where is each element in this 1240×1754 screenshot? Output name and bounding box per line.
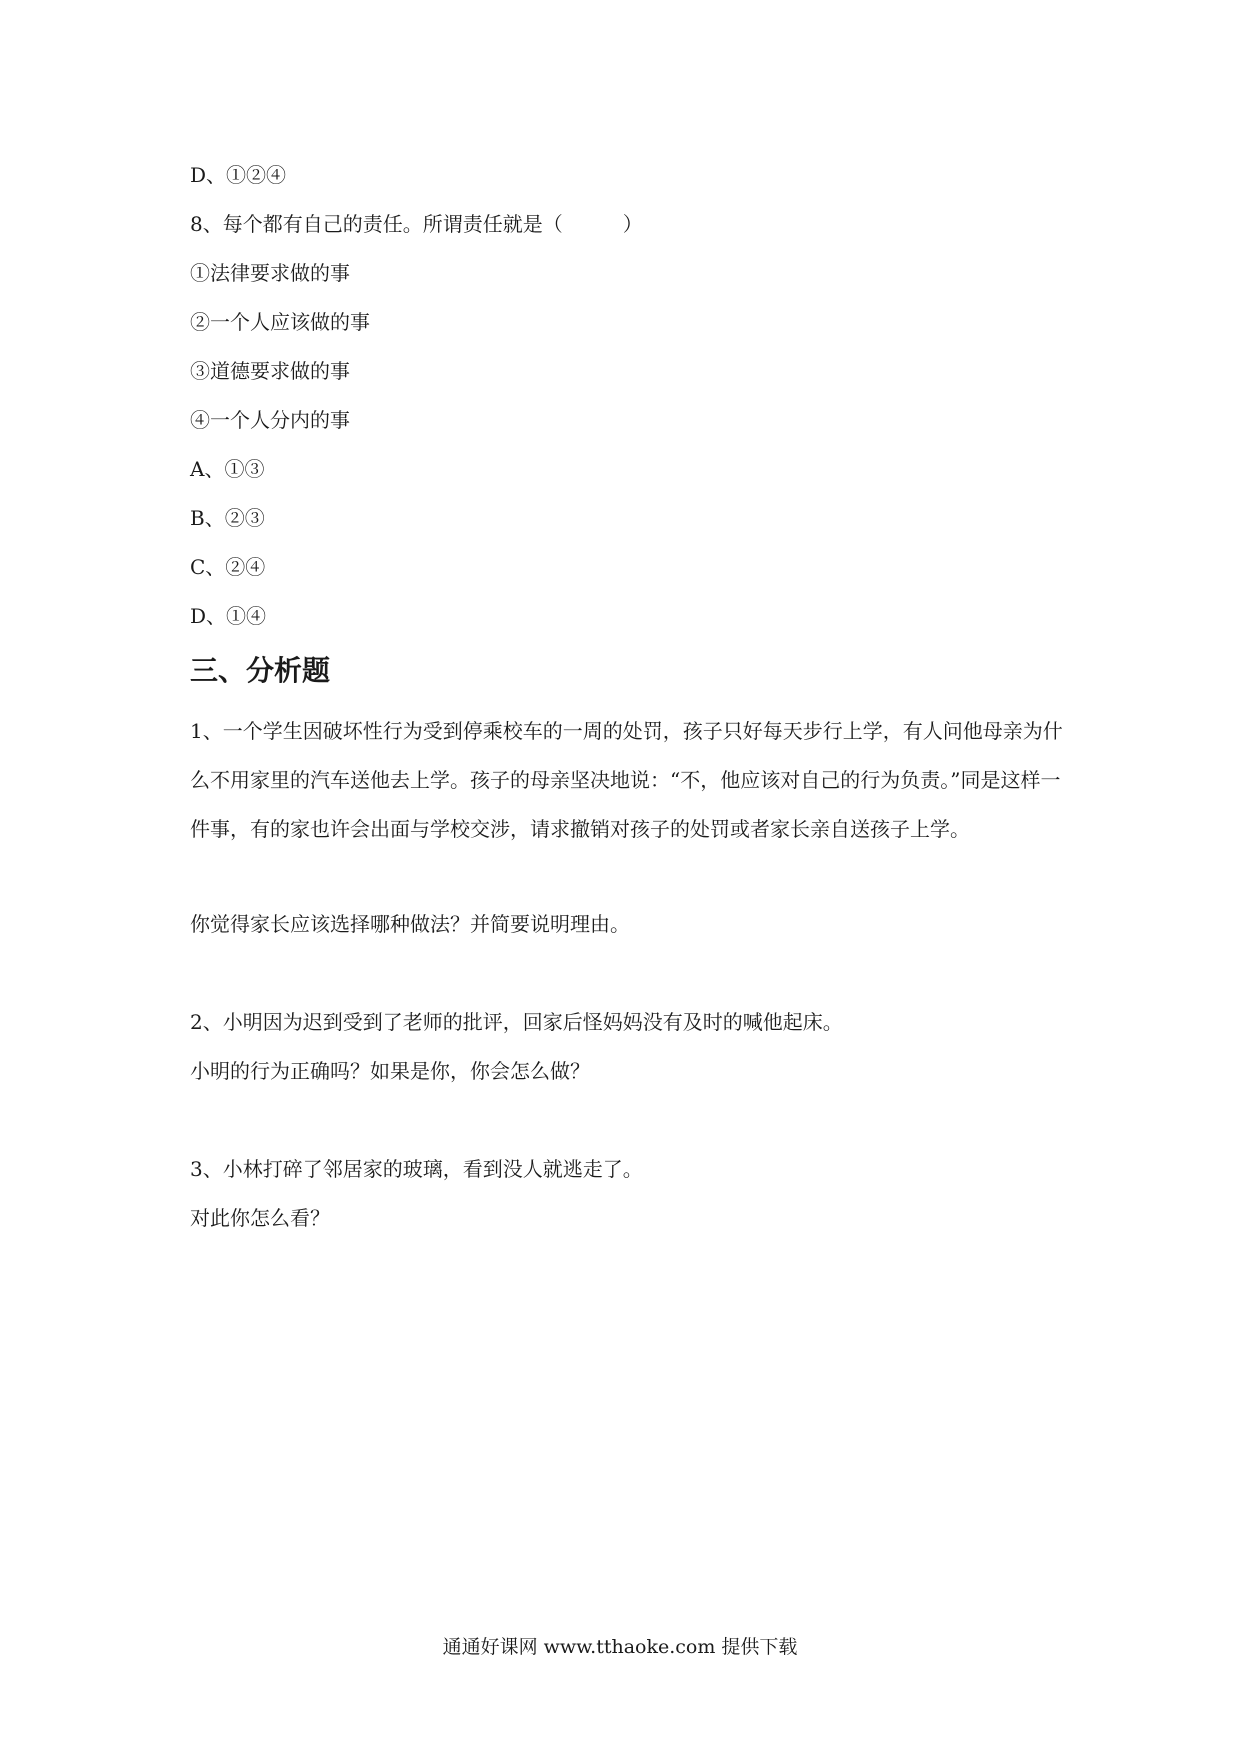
q8-stem: 8、每个都有自己的责任。所谓责任就是（ ）	[190, 212, 643, 236]
analysis-q1-question: 你觉得家长应该选择哪种做法？并简要说明理由。	[190, 912, 630, 936]
q7-option-d: D、①②④	[190, 163, 287, 187]
q8-item-4: ④一个人分内的事	[190, 408, 350, 432]
q8-option-c: C、②④	[190, 555, 266, 579]
analysis-q2-question: 小明的行为正确吗？如果是你，你会怎么做？	[190, 1059, 590, 1083]
section-heading: 三、分析题	[190, 654, 331, 687]
q8-option-b: B、②③	[190, 506, 265, 530]
page-footer: 通通好课网 www.tthaoke.com 提供下载	[442, 1636, 798, 1658]
q8-item-2: ②一个人应该做的事	[190, 310, 370, 334]
analysis-q1-text: 1、一个学生因破坏性行为受到停乘校车的一周的处罚，孩子只好每天步行上学，有人问他母亲为什么不用家里的汽车送他去上学。孩子的母亲坚决地说：“不，他应该对自己的行为负责。”同是这样一件事，有的家也许会出面与学校交涉，请求撤销对孩子的处罚或者家长亲自送孩子上学。	[190, 719, 1063, 841]
q8-item-1: ①法律要求做的事	[190, 261, 350, 285]
analysis-q2-text: 2、小明因为迟到受到了老师的批评，回家后怪妈妈没有及时的喊他起床。	[190, 1010, 843, 1034]
q8-option-a: A、①③	[190, 457, 265, 481]
q8-option-d: D、①④	[190, 604, 267, 628]
analysis-q3-question: 对此你怎么看？	[190, 1206, 330, 1230]
q8-item-3: ③道德要求做的事	[190, 359, 350, 383]
analysis-q3-text: 3、小林打碎了邻居家的玻璃，看到没人就逃走了。	[190, 1157, 643, 1181]
